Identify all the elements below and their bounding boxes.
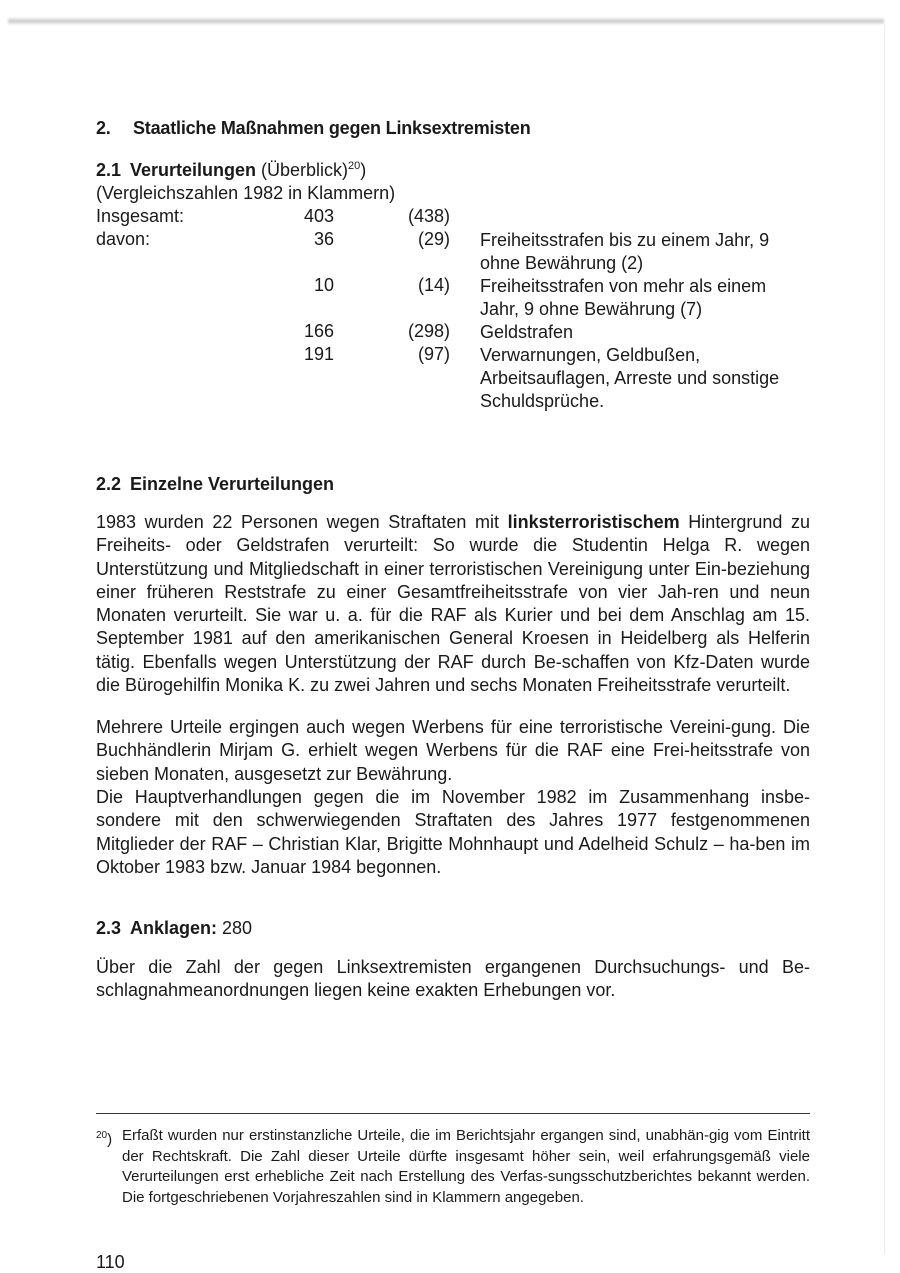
text-run: Hintergrund zu Freiheits- oder Geldstrafen verurteilt: So wurde die Studentin Helga R. wegen Unterstützung und Mitgliedschaft in einer terroristischen Vereinigung unter Ein-beziehung einer früheren Reststrafe zu einer Gesamtfreiheitsstrafe von vier Jah-ren und neun Monaten verurteilt. Sie war u. a. für die RAF als Kurier und bei dem Anschlag am 15. September 1981 auf den amerikanischen General Kroesen in Heidelberg als Helferin tätig. Ebenfalls wegen Unterstützung der RAF durch Be-schaffen von Kfz-Daten wurde die Bürogehilfin Monika K. zu zwei Jahren und sechs Monaten Freiheitsstrafe verurteilt. [96,512,810,696]
paragraph-trials: Die Hauptverhandlungen gegen die im November 1982 im Zusammenhang insbe-sondere mit den schwerwiegenden Straftaten des Jahres 1977 festgenommenen Mitglieder der RAF – Christian Klar, Brigitte Mohnhaupt und Adelheid Schulz – ha-ben im Oktober 1983 bzw. Januar 1984 begonnen. [96,787,810,877]
stat-description: Geldstrafen [480,322,574,342]
footnote-20 [96,1126,810,1208]
subsection-title: Einzelne Verurteilungen [130,474,335,494]
section-title: Staatliche Maßnahmen gegen Linksextremisten [133,118,531,138]
stat-value-1983: 10 [313,275,334,295]
subsection-title: Anklagen: [130,918,218,938]
emphasis-term: linksterroristischem [507,512,680,532]
scan-right-edge [884,24,885,1254]
section-number: 2. [96,118,111,138]
suffix-close: ) [360,160,367,180]
stat-value-1983: 403 [303,206,334,226]
footnote-divider [96,1113,810,1114]
subsection-number: 2.1 [96,160,122,180]
footnote-text: Erfaßt wurden nur erstinstanzliche Urteile, die im Berichtsjahr ergangen sind, unabhän-gig vom Eintritt der Rechtskraft. Die Zahl dieser Urteile dürfte insgesamt höher sein, weil erfahrungsgemäß viele Verurteilungen erst erhebliche Zeit nach Erstellung des Verfas-sungsschutzberichtes bekannt werden. Die fortgeschriebenen Vorjahreszahlen sind in Klammern angegeben. [122,1127,810,1206]
stat-value-1982: (298) [407,321,450,341]
stat-value-1982: (97) [417,344,450,364]
stat-value-1983: 166 [303,321,334,341]
section-heading [96,118,531,139]
stat-description: Freiheitsstrafen bis zu einem Jahr, 9 ohne Bewährung (2) [480,230,770,273]
stat-value-1982: (14) [417,275,450,295]
stat-description: Verwarnungen, Geldbußen, Arbeitsauflagen, Arreste und sonstige Schuldsprüche. [480,345,780,411]
subsection-suffix: (Überblick) [256,160,349,180]
subsection-2-1-heading [96,160,366,181]
stat-row-total [96,206,810,229]
footnote-number: 20 [96,1130,108,1141]
subsection-number: 2.2 [96,474,122,494]
subsection-2-2-heading [96,474,334,495]
paragraph-searches: Über die Zahl der gegen Linksextremisten ergangenen Durchsuchungs- und Be-schlagnahmeanordnungen liegen keine exakten Erhebungen vor. [96,957,810,1001]
stat-row [96,344,810,411]
paragraph-advertising: Mehrere Urteile ergingen auch wegen Werbens für eine terroristische Vereini-gung. Die Buchhändlerin Mirjam G. erhielt wegen Werbens für die RAF eine Frei-heitsstrafe von sieben Monaten, ausgesetzt zur Bewährung. [96,717,810,784]
page-number: 110 [96,1252,125,1272]
footnote-mark [96,1126,112,1151]
stat-row [96,229,810,273]
stat-label: davon: [96,229,151,249]
stat-value-1982: (438) [407,206,450,226]
footnote-mark-close: ) [107,1131,113,1148]
subsection-number: 2.3 [96,918,122,938]
stat-description: Freiheitsstrafen von mehr als einem Jahr, 9 ohne Bewährung (7) [480,276,767,319]
paragraph-convictions [96,511,810,697]
stat-row [96,321,810,344]
subsection-2-3-heading [96,918,252,939]
stat-row [96,275,810,319]
text-run: 1983 wurden 22 Personen wegen Straftaten mit [96,512,508,532]
subsection-title: Verurteilungen [130,160,257,180]
scan-edge-shadow [8,18,884,24]
stat-label: Insgesamt: [96,206,185,226]
comparison-note: (Vergleichszahlen 1982 in Klammern) [96,183,396,203]
indictment-count: 280 [217,918,253,938]
stat-value-1983: 36 [313,229,334,249]
stat-value-1982: (29) [417,229,450,249]
stat-value-1983: 191 [303,344,334,364]
footnote-reference[interactable]: 20 [348,160,361,172]
